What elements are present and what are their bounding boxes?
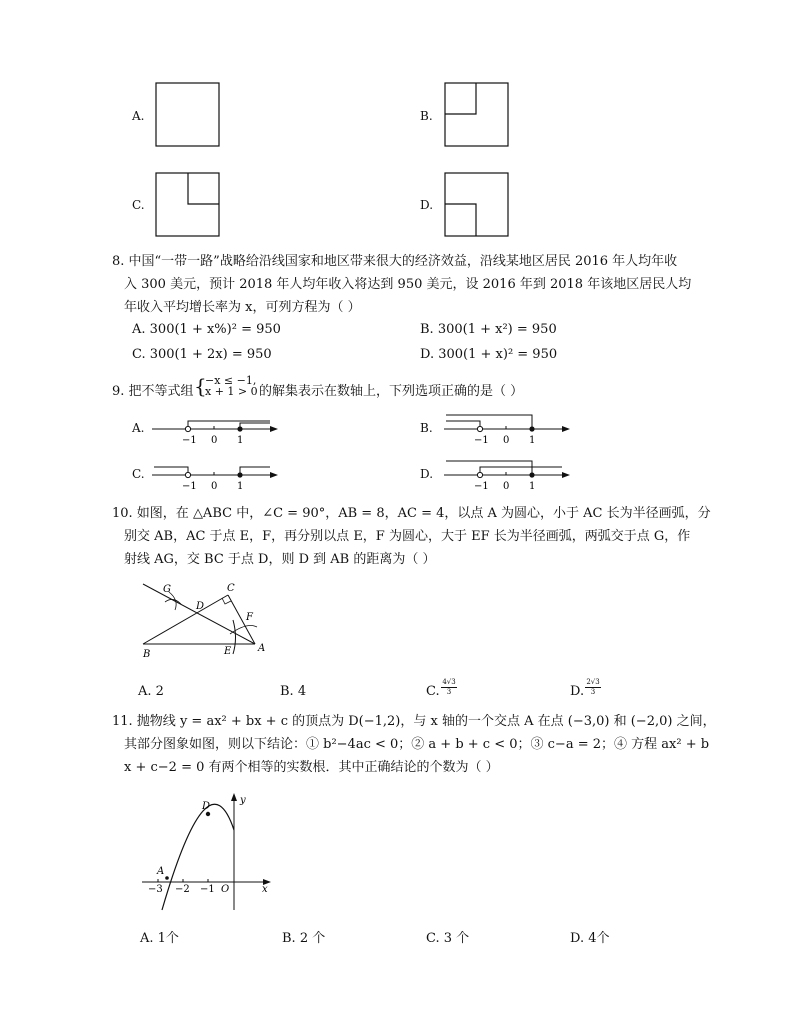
brace-icon: {	[194, 374, 207, 398]
q10-option-c-denominator: 3	[446, 688, 452, 696]
q8-line: 8. 中国“一带一路”战略给沿线国家和地区带来很大的经济效益，沿线某地区居民 2016 年人均年收	[112, 254, 678, 269]
vertex-d-label: D	[202, 801, 211, 812]
q10-option-c-label: C.	[426, 684, 440, 699]
q10-option-b-value: 4	[297, 684, 307, 699]
q9-suffix: 的解集表示在数轴上，下列选项正确的是（ ）	[259, 384, 524, 399]
q10-line: 10. 如图，在 △ABC 中，∠C = 90°，AB = 8，AC = 4，以点 A 为圆心，小于 AC 长为半径画弧，分	[112, 506, 711, 521]
tick-label: −2	[175, 884, 190, 895]
point-c-label: C	[227, 583, 235, 594]
q7-option-d-label[interactable]: D.	[420, 198, 434, 212]
q11-line: 11. 抛物线 y = ax² + bx + c 的顶点为 D(−1,2)，与 x 轴的一个交点 A 在点 (−3,0) 和 (−2,0) 之间，	[112, 714, 716, 729]
svg-text:−1: −1	[182, 435, 197, 446]
question-8	[112, 250, 722, 319]
q8-line: 入 300 美元，预计 2018 年人均年收入将达到 950 美元，设 2016 年到 2018 年该地区居民人均	[124, 277, 692, 292]
q8-line: 年收入平均增长率为 x，可列方程为（ ）	[124, 300, 361, 315]
svg-text:1: 1	[529, 435, 536, 446]
q11-option-c[interactable]: C. 3 个	[426, 931, 470, 946]
q9-prefix: 9. 把不等式组	[112, 384, 194, 399]
q11-parabola-figure	[138, 790, 273, 915]
q8-option-c[interactable]: C. 300(1 + 2x) = 950	[132, 347, 272, 362]
q10-option-a[interactable]	[138, 684, 164, 699]
q11-line: x + c−2 = 0 有两个相等的实数根．其中正确结论的个数为（ ）	[124, 760, 499, 775]
q9-option-a-label[interactable]: A.	[132, 421, 145, 435]
question-10	[112, 502, 722, 571]
q8-option-d[interactable]: D. 300(1 + x)² = 950	[420, 347, 558, 362]
q9-option-a-numberline[interactable]	[150, 412, 280, 446]
q10-option-d-numerator: 2√3	[586, 678, 600, 686]
q9-option-c-numberline[interactable]	[150, 458, 280, 492]
q11-option-b[interactable]: B. 2 个	[282, 931, 326, 946]
svg-text:−1: −1	[182, 481, 197, 492]
question-11	[112, 710, 722, 779]
q10-option-c-numerator: 4√3	[442, 678, 456, 686]
origin-label: O	[221, 884, 230, 895]
q11-line: 其部分图象如图，则以下结论：① b²−4ac < 0；② a + b + c < 0；③ c−a = 2；④ 方程 ax² + b	[124, 737, 710, 752]
point-e-label: E	[224, 646, 232, 657]
tick-label: −3	[148, 884, 163, 895]
q11-option-a[interactable]: A. 1个	[140, 931, 179, 946]
q9-option-d-numberline[interactable]	[442, 458, 572, 492]
svg-text:−1: −1	[474, 435, 489, 446]
svg-text:1: 1	[237, 481, 244, 492]
q10-option-a-label: A.	[138, 684, 152, 699]
q7-option-c-figure[interactable]	[155, 172, 221, 238]
point-f-label: F	[246, 612, 253, 623]
point-g-label: G	[163, 584, 171, 595]
q7-option-b-figure[interactable]	[444, 82, 510, 148]
q9-inequality-1: −x ≤ −1,	[205, 374, 257, 387]
svg-text:0: 0	[503, 435, 510, 446]
q7-option-a-label[interactable]: A.	[132, 109, 145, 123]
q8-option-a[interactable]: A. 300(1 + x%)² = 950	[132, 322, 281, 337]
point-d-label: D	[196, 601, 205, 612]
q10-line: 射线 AG，交 BC 于点 D，则 D 到 AB 的距离为（ ）	[124, 552, 436, 567]
q8-option-b[interactable]: B. 300(1 + x²) = 950	[420, 322, 557, 337]
q9-inequality-2: x + 1 > 0	[205, 385, 258, 398]
q10-triangle-figure	[135, 578, 275, 663]
svg-text:0: 0	[211, 435, 218, 446]
q10-option-d-label: D.	[570, 684, 585, 699]
q9-option-d-label[interactable]: D.	[420, 467, 434, 481]
q10-option-d-denominator: 3	[590, 688, 596, 696]
svg-text:−1: −1	[474, 481, 489, 492]
point-a-label: A	[157, 866, 165, 877]
svg-text:0: 0	[211, 481, 218, 492]
q10-option-b-label: B.	[280, 684, 294, 699]
q7-option-b-label[interactable]: B.	[420, 109, 433, 123]
point-a-label: A	[258, 643, 266, 654]
svg-text:1: 1	[529, 481, 536, 492]
svg-text:1: 1	[237, 435, 244, 446]
q11-option-d[interactable]: D. 4个	[570, 931, 610, 946]
q9-option-c-label[interactable]: C.	[132, 467, 145, 481]
q10-option-a-value: 2	[155, 684, 164, 699]
q7-option-c-label[interactable]: C.	[132, 198, 145, 212]
svg-text:0: 0	[503, 481, 510, 492]
q10-option-b[interactable]	[280, 684, 306, 699]
q7-option-a-figure[interactable]	[155, 82, 221, 148]
tick-label: −1	[200, 884, 215, 895]
q10-line: 别交 AB，AC 于点 E，F，再分别以点 E，F 为圆心，大于 EF 长为半径画弧，两弧交于点 G，作	[124, 529, 691, 544]
q9-option-b-label[interactable]: B.	[420, 421, 433, 435]
axis-x-label: x	[262, 884, 268, 895]
q9-option-b-numberline[interactable]	[442, 412, 572, 446]
point-b-label: B	[143, 649, 151, 660]
q7-option-d-figure[interactable]	[444, 172, 510, 238]
axis-y-label: y	[240, 795, 246, 806]
